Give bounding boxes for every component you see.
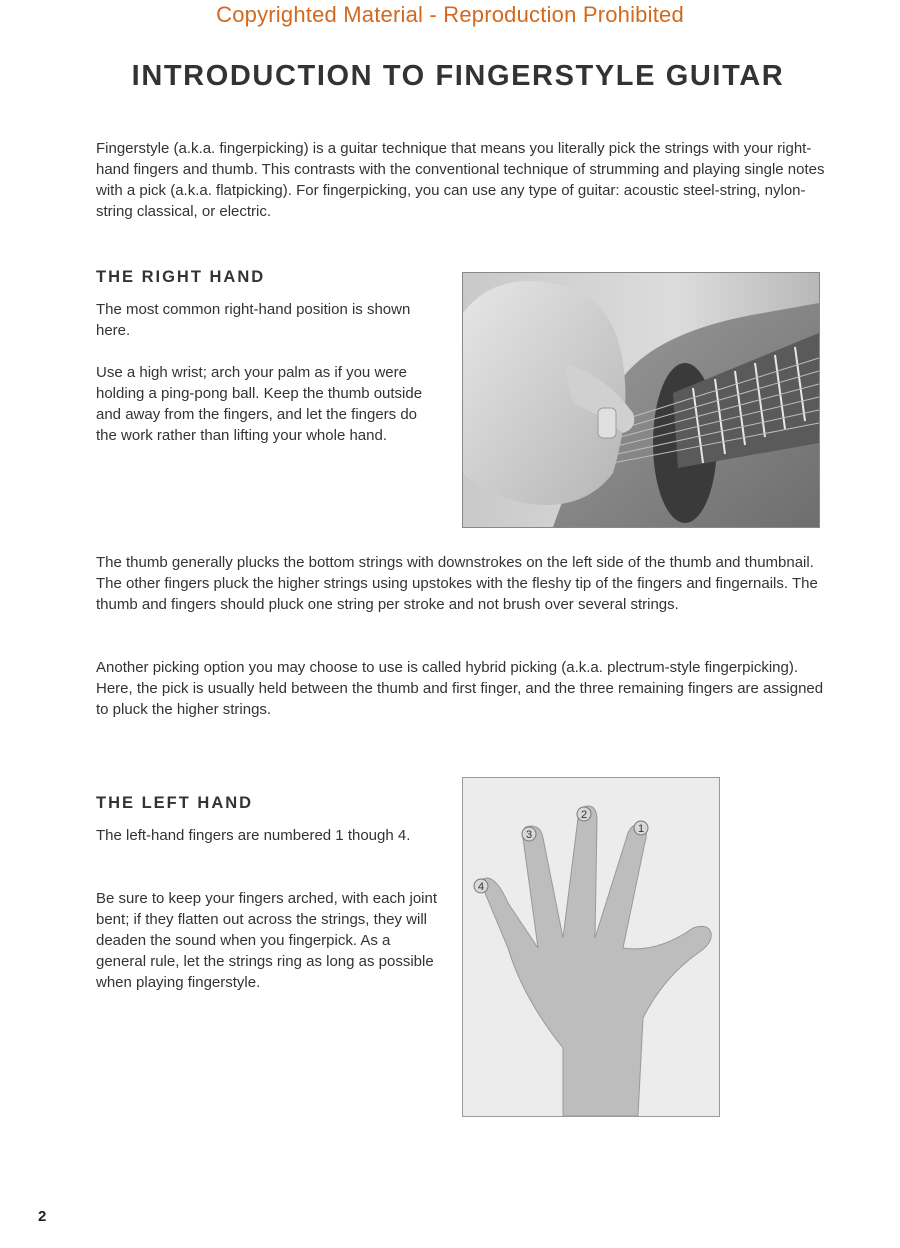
finger-label-4: 4 [477, 881, 485, 893]
page-number: 2 [38, 1208, 47, 1225]
finger-label-3: 3 [525, 829, 533, 841]
finger-label-1: 1 [637, 823, 645, 835]
thumb-technique-paragraph: The thumb generally plucks the bottom strings with downstrokes on the left side of the thumb and thumbnail. The other fingers pluck the higher strings using upstokes with the fleshy tip of the fingers and fingernails. The thumb and fingers should pluck one string per stroke and not brush over several strings. [96, 554, 818, 613]
hybrid-picking-paragraph: Another picking option you may choose to use is called hybrid picking (a.k.a. plectrum-style fingerpicking). Here, the pick is usually held between the thumb and first finger, and the three remaining fingers are assigned to pluck the higher strings. [96, 659, 824, 718]
left-hand-paragraph-2: Be sure to keep your fingers arched, with each joint bent; if they flatten out across the strings, they will deaden the sound when you fingerpick. As a general rule, let the strings ring as long as possible when playing fingerstyle. [96, 890, 438, 991]
intro-paragraph: Fingerstyle (a.k.a. fingerpicking) is a guitar technique that means you literally pick the strings with your right-hand fingers and thumb. This contrasts with the conventional technique of strumming and playing single notes with a pick (a.k.a. flatpicking). For fingerpicking, you can use any type of guitar: acoustic steel-string, nylon-string classical, or electric. [96, 140, 825, 220]
left-hand-heading: THE LEFT HAND [96, 794, 254, 812]
copyright-watermark: Copyrighted Material - Reproduction Prohibited [216, 2, 684, 27]
right-hand-paragraph-2: Use a high wrist; arch your palm as if you were holding a ping-pong ball. Keep the thumb outside and away from the fingers, and let the fingers do the work rather than lifting your whole hand. [96, 364, 423, 444]
page-title: INTRODUCTION TO FINGERSTYLE GUITAR [131, 60, 785, 92]
left-hand-diagram [462, 777, 720, 1117]
right-hand-photo [462, 272, 820, 528]
finger-label-2: 2 [580, 809, 588, 821]
right-hand-paragraph-1: The most common right-hand position is shown here. [96, 301, 411, 339]
left-hand-paragraph-1: The left-hand fingers are numbered 1 though 4. [96, 827, 411, 844]
right-hand-heading: THE RIGHT HAND [96, 268, 266, 286]
